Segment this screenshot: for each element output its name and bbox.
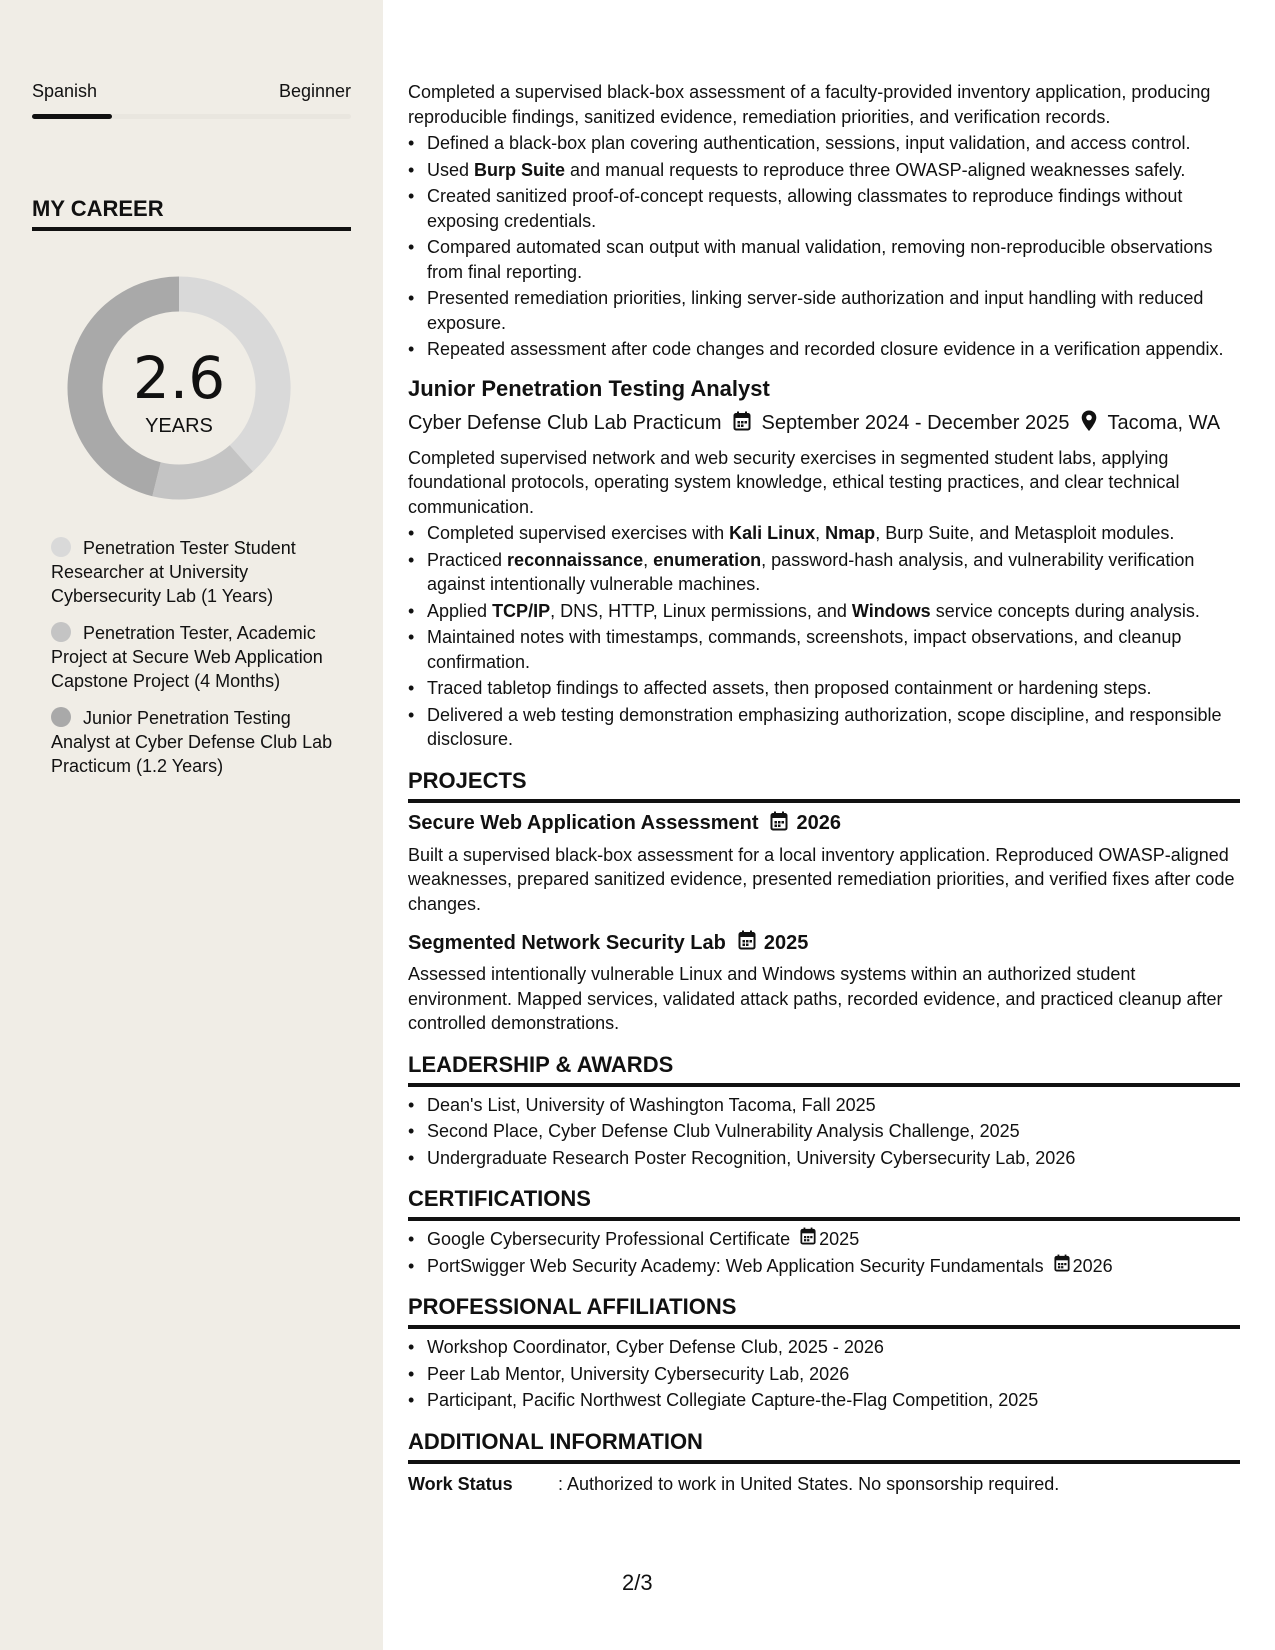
career-total-unit: YEARS [145, 415, 213, 437]
career-item [51, 706, 341, 778]
bullet-item: • Dean's List, University of Washington Tacoma, Fall 2025 [408, 1093, 1240, 1118]
language-row [32, 81, 351, 102]
project-description: Built a supervised black-box assessment for a local inventory application. Reproduced OWASP-aligned weaknesses, prepared sanitized evidence, presented remediation priorities, and verified fixes after code changes. [408, 844, 1235, 914]
project-year: 2026 [796, 812, 841, 834]
bullet-item: • Defined a black-box plan covering authentication, sessions, input validation, and access control. [408, 131, 1240, 156]
calendar-icon [770, 811, 788, 837]
certification-name: Google Cybersecurity Professional Certificate [427, 1229, 791, 1249]
language-proficiency-fill [32, 114, 112, 119]
certifications-heading: CERTIFICATIONS [408, 1186, 1240, 1221]
bullet-item: • Applied TCP/IP, DNS, HTTP, Linux permissions, and Windows service concepts during analysis. [408, 599, 1240, 624]
career-item-text: Penetration Tester, Academic Project at Secure Web Application Capstone Project (4 Months) [51, 623, 323, 691]
legend-dot [51, 537, 71, 557]
certification-item [408, 1227, 1240, 1252]
donut-segment [157, 458, 242, 482]
affiliations-list [408, 1335, 1240, 1413]
job-title: Junior Penetration Testing Analyst [408, 375, 770, 401]
additional-info-heading: ADDITIONAL INFORMATION [408, 1429, 1240, 1464]
career-donut-chart [65, 274, 293, 502]
legend-dot [51, 622, 71, 642]
job-description: Completed supervised network and web security exercises in segmented student labs, applying foundational protocols, operating system knowledge, ethical testing practices, and clear technical communication. [408, 447, 1180, 517]
career-heading: MY CAREER [32, 196, 351, 231]
bullet-item: • Traced tabletop findings to affected assets, then proposed containment or hardening steps. [408, 676, 1240, 701]
job-meta [408, 410, 1240, 438]
project-title: Segmented Network Security Lab [408, 931, 726, 954]
bold-keyword: enumeration [653, 549, 762, 570]
calendar-icon [738, 930, 756, 956]
work-status-label: Work Status [408, 1473, 513, 1494]
project-title: Secure Web Application Assessment [408, 812, 759, 834]
legend-dot [51, 707, 71, 727]
certification-name: PortSwigger Web Security Academy: Web Application Security Fundamentals [427, 1255, 1044, 1276]
map-pin-icon [1081, 410, 1097, 438]
calendar-icon [733, 411, 751, 437]
job-location: Tacoma, WA [1107, 412, 1221, 434]
project-entry [408, 811, 1240, 917]
career-total-value: 2.6 [132, 344, 226, 412]
project-entry [408, 930, 1240, 1036]
career-item-text: Junior Penetration Testing Analyst at Cyber Defense Club Lab Practicum (1.2 Years) [51, 708, 333, 776]
bullet-item: • Repeated assessment after code changes and recorded closure evidence in a verification appendix. [408, 337, 1240, 362]
bold-keyword: Windows [851, 600, 931, 621]
career-item [51, 621, 341, 693]
bullet-item: • Compared automated scan output with manual validation, removing non-reproducible observations from final reporting. [408, 235, 1240, 284]
calendar-icon [1054, 1254, 1070, 1279]
career-item-text: Penetration Tester Student Researcher at University Cybersecurity Lab (1 Years) [51, 538, 296, 606]
bullet-item: • Presented remediation priorities, linking server-side authorization and input handling with reduced exposure. [408, 286, 1240, 335]
projects-heading: PROJECTS [408, 768, 1240, 803]
work-status-row [408, 1474, 1240, 1495]
project-description: Assessed intentionally vulnerable Linux and Windows systems within an authorized student environment. Mapped services, validated attack paths, recorded evidence, and practiced cleanup after controlled demonstrations. [408, 964, 1223, 1033]
career-item [51, 536, 341, 608]
bullet-item: • Workshop Coordinator, Cyber Defense Club, 2025 - 2026 [408, 1335, 1240, 1360]
job-bullets [408, 521, 1240, 752]
affiliations-heading: PROFESSIONAL AFFILIATIONS [408, 1294, 1240, 1329]
bullet-item: • Created sanitized proof-of-concept requests, allowing classmates to reproduce findings without exposing credentials. [408, 184, 1240, 233]
bullet-item: • Undergraduate Research Poster Recognition, University Cybersecurity Lab, 2026 [408, 1146, 1240, 1171]
bullet-item: • Participant, Pacific Northwest Collegiate Capture-the-Flag Competition, 2025 [408, 1388, 1240, 1413]
work-status-value: : Authorized to work in United States. No sponsorship required. [558, 1473, 1060, 1494]
sidebar [0, 0, 383, 1650]
bold-keyword: Nmap [825, 523, 876, 543]
bullet-item: • Second Place, Cyber Defense Club Vulnerability Analysis Challenge, 2025 [408, 1119, 1240, 1144]
bold-keyword: TCP/IP [492, 600, 551, 621]
bold-keyword: Kali Linux [729, 523, 816, 543]
language-level: Beginner [278, 81, 351, 101]
career-list [51, 536, 341, 791]
certification-year: 2026 [1072, 1255, 1113, 1276]
bullet-item: • Delivered a web testing demonstration emphasizing authorization, scope discipline, and responsible disclosure. [408, 703, 1240, 752]
certifications-list [408, 1227, 1240, 1278]
job-dates: September 2024 - December 2025 [761, 412, 1070, 434]
bullet-item: • Maintained notes with timestamps, commands, screenshots, impact observations, and cleanup confirmation. [408, 625, 1240, 674]
bullet-item: • Peer Lab Mentor, University Cybersecurity Lab, 2026 [408, 1362, 1240, 1387]
job-organization: Cyber Defense Club Lab Practicum [408, 412, 722, 434]
bullet-item: • Practiced reconnaissance, enumeration, password-hash analysis, and vulnerability verification against intentionally vulnerable machines. [408, 548, 1240, 597]
experience-bullets [408, 131, 1240, 362]
certification-item [408, 1254, 1240, 1279]
bullet-item: • Completed supervised exercises with Kali Linux, Nmap, Burp Suite, and Metasploit modules. [408, 521, 1240, 546]
calendar-icon [800, 1227, 816, 1252]
project-year: 2025 [763, 931, 809, 954]
leadership-list [408, 1093, 1240, 1171]
page-number: 2/3 [622, 1570, 653, 1595]
bold-keyword: Burp Suite [474, 159, 566, 180]
projects-list [408, 811, 1240, 1036]
leadership-heading: LEADERSHIP & AWARDS [408, 1052, 1240, 1087]
certification-year: 2025 [819, 1229, 860, 1249]
bullet-item: • Used Burp Suite and manual requests to reproduce three OWASP-aligned weaknesses safely. [408, 158, 1240, 183]
language-name: Spanish [32, 81, 98, 101]
experience-intro: Completed a supervised black-box assessment of a faculty-provided inventory application, producing reproducible findings, sanitized evidence, remediation priorities, and verification records. [408, 82, 1211, 127]
main-content [408, 0, 1240, 1650]
bold-keyword: reconnaissance [507, 549, 644, 570]
language-proficiency-bar [32, 114, 351, 119]
